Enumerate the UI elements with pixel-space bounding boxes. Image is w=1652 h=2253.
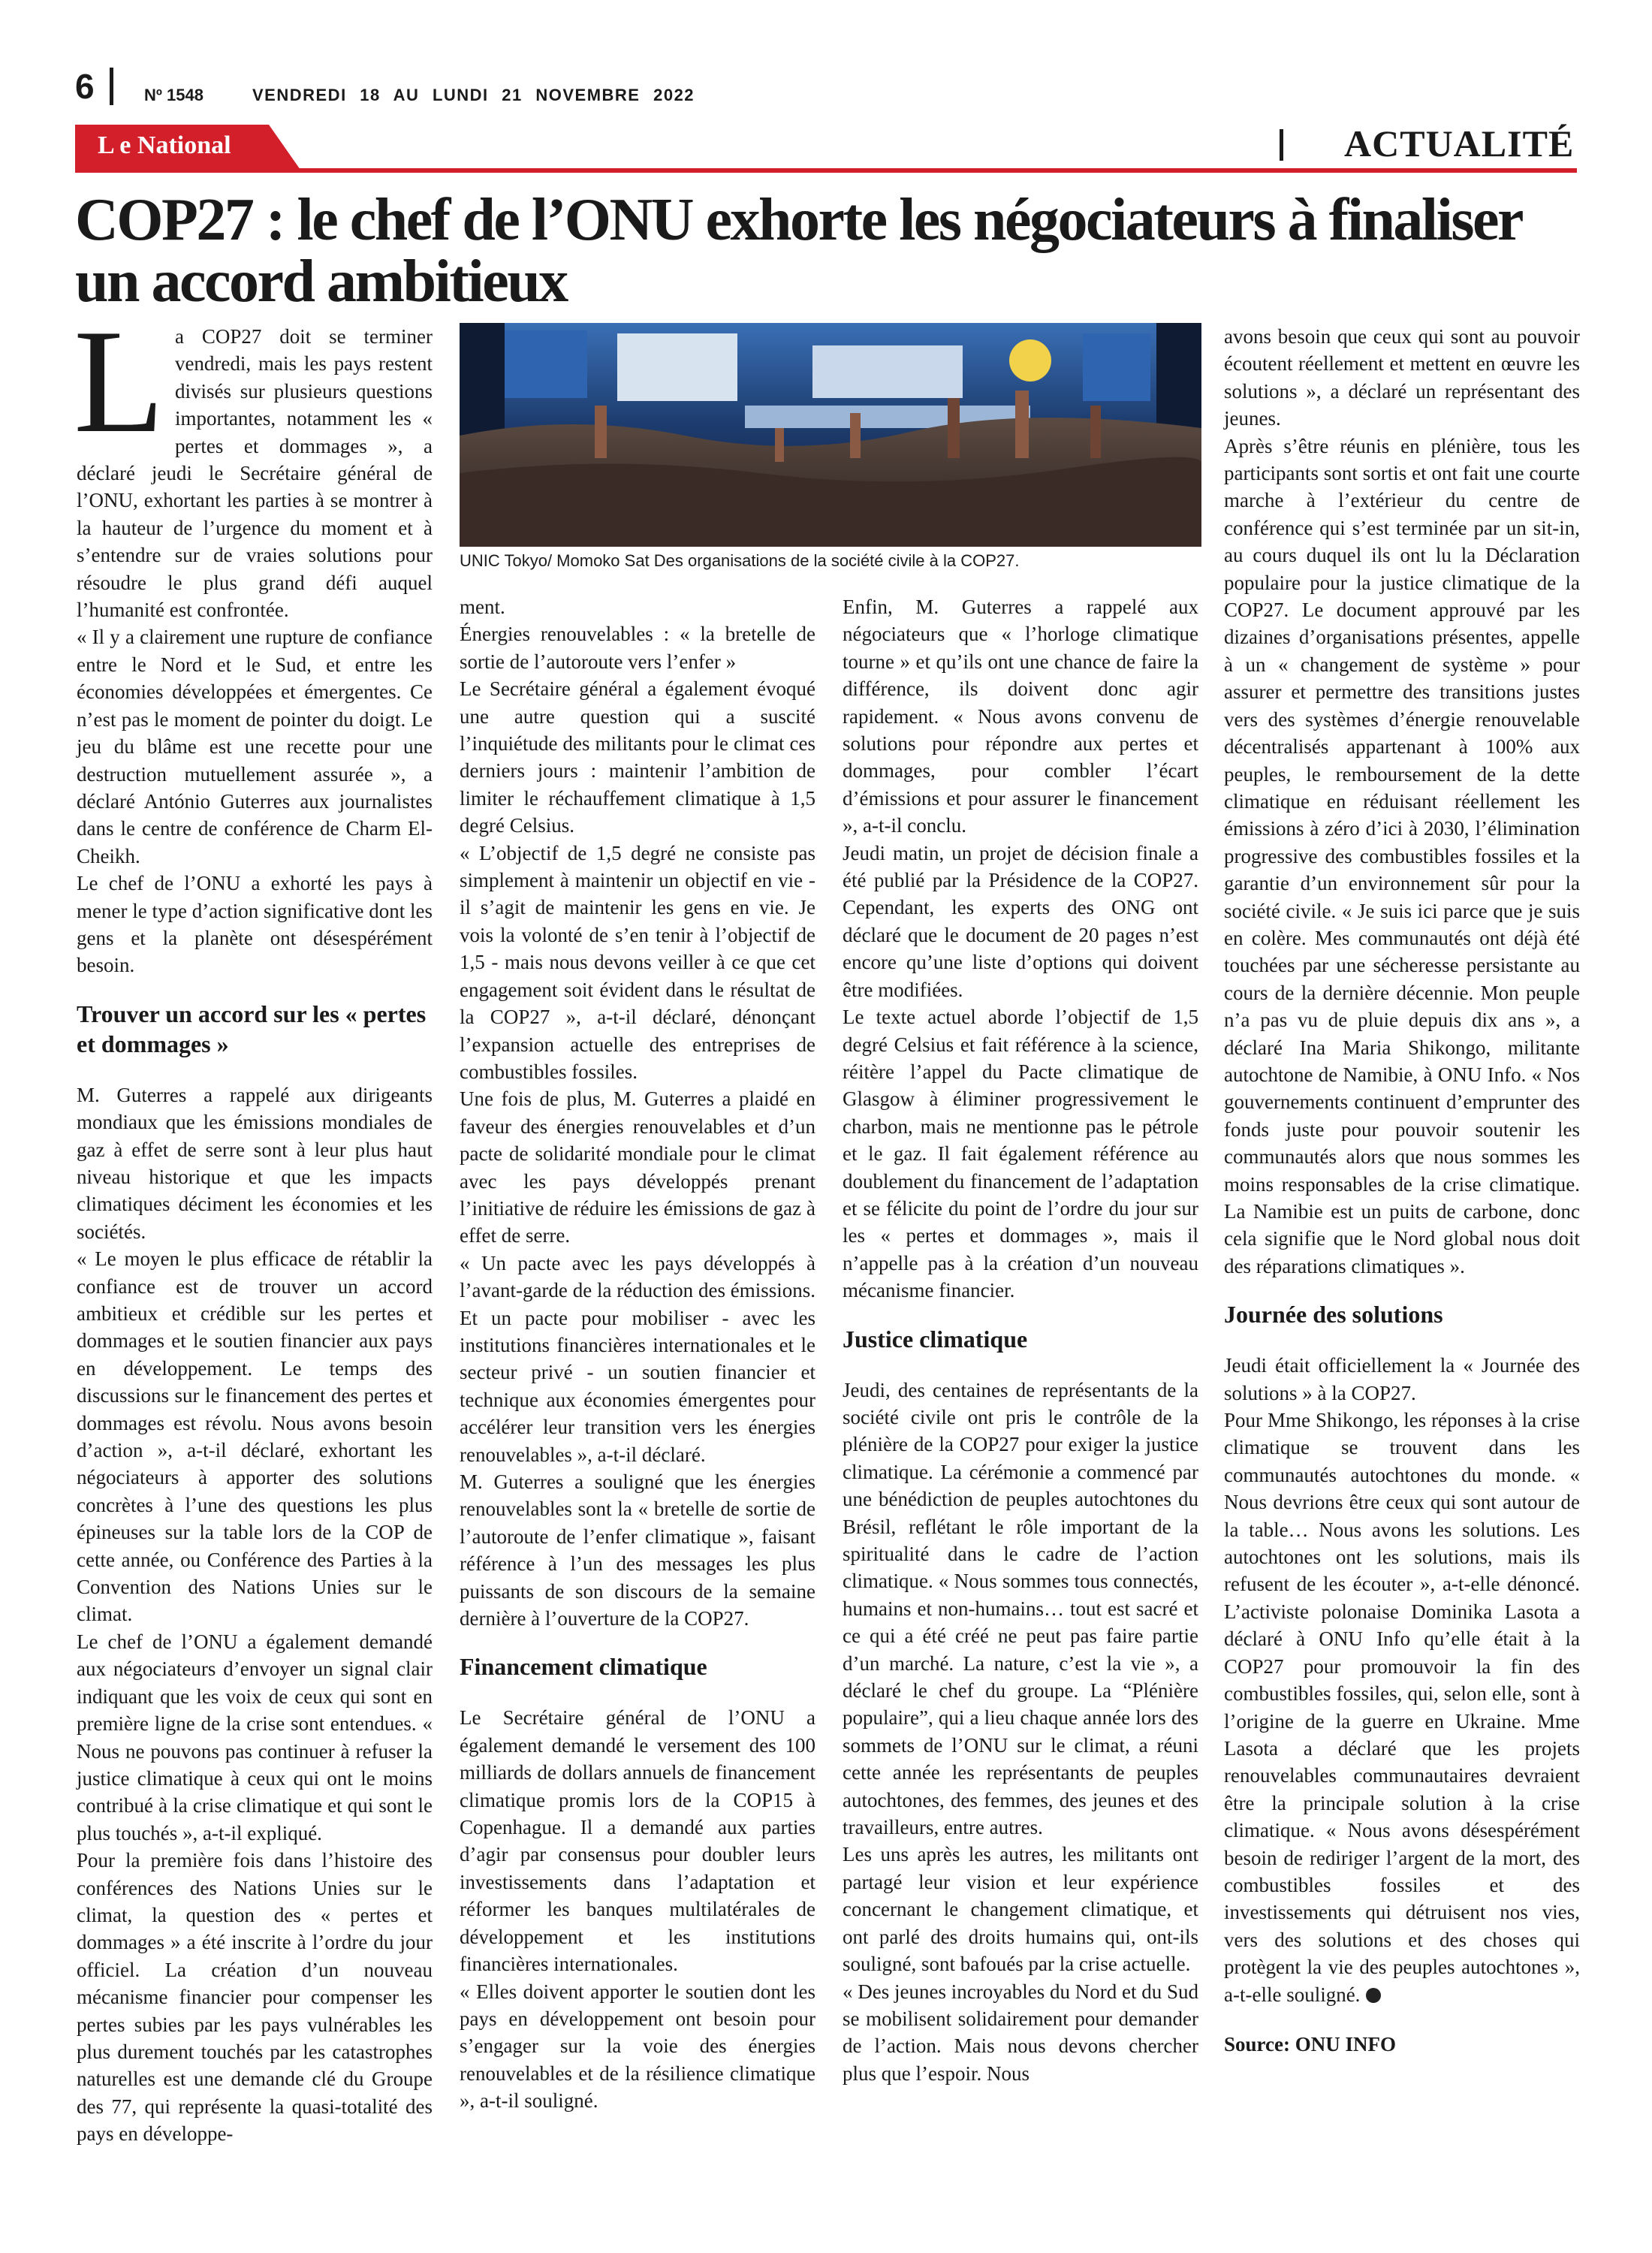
paragraph: Enfin, M. Guterres a rappelé aux négociateurs que « l’horloge climatique tourne » et qu’ils ont une chance de faire la différence, ils doivent donc agir rapidement. « Nous avons convenu de solutions pour répondre aux pertes et dommages, pour combler l’écart d’émissions et pour assurer le financement », a-t-il conclu. [843, 596, 1198, 837]
issue-number: Nº 1548 [144, 86, 203, 104]
article-column-3 [843, 593, 1198, 2087]
paragraph: « L’objectif de 1,5 degré ne consiste pas simplement à maintenir un objectif en vie - il s’agit de maintenir les gens en vie. Je vois la volonté de s’en tenir à l’objectif de 1,5 - mais nous devons veiller à ce que cet engagement soit évident dans le résultat de la COP27 », a-t-il déclaré, dénonçant l’expansion actuelle des entreprises de combustibles fossiles. [460, 841, 815, 1083]
end-of-article-icon [1366, 1988, 1381, 2003]
paragraph: Énergies renouvelables : « la bretelle de sortie de l’autoroute vers l’enfer » [460, 623, 815, 673]
paragraph: Le Secrétaire général a également évoqué une autre question qui a suscité l’inquiétude des militants pour le climat ces derniers jours : maintenir l’ambition de limiter le réchauffement climatique à 1,5 degré Celsius. [460, 677, 815, 837]
paragraph: Le chef de l’ONU a exhorté les pays à mener le type d’action significative dont les gens et la planète ont désespérément besoin. [77, 872, 433, 977]
paragraph: ment. [460, 596, 505, 618]
subheading: Financement climatique [460, 1653, 707, 1681]
paragraph: « Elles doivent apporter le soutien dont les pays en développement ont besoin pour s’engager sur la voie des énergies renouvelables et de la résilience climatique », a-t-il souligné. [460, 1980, 815, 2113]
brand-name: L e National [98, 131, 231, 159]
paragraph: Le chef de l’ONU a également demandé aux négociateurs d’envoyer un signal clair indiquant que les voix de ceux qui sont en première ligne de la crise sont entendues. « Nous ne pouvons pas continuer à refuser la justice climatique à ceux qui ont le moins contribué à la crise climatique et qui sont le plus touchés », a-t-il expliqué. [77, 1630, 433, 1844]
paragraph: « Il y a clairement une rupture de confiance entre le Nord et le Sud, et entre les économies développées et émergentes. Ce n’est pas le moment de pointer du doigt. Le jeu du blâme est une recette pour une destruction mutuellement assurée », a déclaré António Guterres aux journalistes dans le centre de conférence de Charm El-Cheikh. [77, 626, 433, 867]
subheading: Justice climatique [843, 1325, 1028, 1353]
article-photo [460, 323, 1201, 547]
photo-caption: UNIC Tokyo/ Momoko Sat Des organisations de la société civile à la COP27. [460, 551, 1020, 570]
section-divider [1280, 129, 1283, 161]
article-column-4 [1224, 323, 1580, 2058]
issue-date: VENDREDI 18 AU LUNDI 21 NOVEMBRE 2022 [252, 86, 695, 104]
conference-photo-illustration [460, 323, 1201, 547]
subheading: Journée des solutions [1224, 1301, 1443, 1329]
paragraph: Le texte actuel aborde l’objectif de 1,5 degré Celsius et fait référence à la science, réitère l’appel du Pacte climatique de Glasgow à éliminer progressivement le charbon, mais ne mentionne pas le pétrole et le gaz. Il fait également référence au doublement du financement de l’adaptation et se félicite du point de l’ordre du jour sur les « pertes et dommages », mais il n’appelle pas à la création d’un nouveau mécanisme financier. [843, 1006, 1198, 1302]
page-number-divider [110, 68, 113, 105]
paragraph: Jeudi, des centaines de représentants de la société civile ont pris le contrôle de la plénière de la COP27 pour exiger la justice climatique. La cérémonie a commencé par une bénédiction de peuples autochtones du Brésil, reflétant le rôle important de la spiritualité dans le cadre de l’action climatique. « Nous sommes tous connectés, humains et non-humains… tout est sacré et ce qui a été créé ne peut pas faire partie d’un marché. La nature, c’est la vie », a déclaré le chef du groupe. La “Plénière populaire”, qui a lieu chaque année lors des sommets de l’ONU sur le climat, a réuni cette année les représentants de peuples autochtones, des femmes, des jeunes et des travailleurs, entre autres. [843, 1378, 1198, 1839]
paragraph-text: a COP27 doit se terminer vendredi, mais les pays restent divisés sur plusieurs questions importantes, notamment les « pertes et dommages », a déclaré jeudi le Secrétaire général de l’ONU, exhortant les parties à se montrer à la hauteur de l’urgence du moment et à s’entendre sur de vraies solutions pour résoudre le plus grand défi auquel l’humanité est confrontée. [77, 325, 433, 622]
paragraph: « Un pacte avec les pays développés à l’avant-garde de la réduction des émissions. Et un pacte pour mobiliser - avec les institutions financières internationales et le secteur privé - un soutien financier et technique aux économies émergentes pour accélérer leur transition vers les énergies renouvelables », a-t-il déclaré. [460, 1251, 815, 1466]
paragraph: « Le moyen le plus efficace de rétablir la confiance est de trouver un accord ambitieux et crédible sur les pertes et dommages et le soutien financier aux pays en développement. Le temps des discussions sur le financement des pertes et dommages est révolu. Nous avons besoin d’action », a-t-il déclaré, exhortant les négociateurs à apporter des solutions concrètes à l’une des questions les plus épineuses sur la table lors de la COP de cette année, ou Conférence des Parties à la Convention des Nations Unies sur le climat. [77, 1247, 433, 1626]
header-rule [75, 168, 1577, 173]
page-number: 6 [75, 67, 95, 106]
paragraph: « Des jeunes incroyables du Nord et du Sud se mobilisent solidairement pour demander de l’action. Mais nous devons chercher plus que l’espoir. Nous [843, 1980, 1198, 2085]
article-column-1 [74, 299, 433, 2148]
paragraph: Une fois de plus, M. Guterres a plaidé en faveur des énergies renouvelables et d’un pacte de solidarité mondiale pour le climat avec les pays développés prenant l’initiative de réduire les émissions de gaz à effet de serre. [460, 1087, 815, 1247]
paragraph: avons besoin que ceux qui sont au pouvoir écoutent réellement et mettent en œuvre les solutions », a déclaré un représentant des jeunes. [1224, 325, 1580, 430]
section-label: ACTUALITÉ [1344, 122, 1575, 164]
paragraph [1224, 1407, 1580, 2008]
paragraph-text: Pour Mme Shikongo, les réponses à la crise climatique se trouvent dans les communautés autochtones du monde. « Nous devrions être ceux qui sont autour de la table… Nous avons les solutions. Les autochtones ont les solutions, mais ils refusent de les écouter », a-t-elle dénoncé. L’activiste polonaise Dominika Lasota a déclaré à ONU Info qu’elle était à la COP27 pour promouvoir la fin des combustibles fossiles, qui, selon elle, sont à l’origine de la guerre en Ukraine. Mme Lasota a déclaré que les projets renouvelables communautaires devraient être la principale solution à la crise climatique. « Nous avons désespérément besoin de rediriger l’argent de la mort, des combustibles fossiles et des investissements qui détruisent nos vies, vers des solutions et des choses qui protègent la vie des peuples autochtones », a-t-elle souligné. [1224, 1409, 1580, 2006]
article-column-2 [460, 593, 815, 2115]
paragraph [74, 299, 433, 623]
paragraph: Jeudi matin, un projet de décision finale a été publié par la Présidence de la COP27. Cependant, les experts des ONG ont déclaré que le document de 20 pages n’est encore qu’une liste d’options qui doivent être modifiées. [843, 841, 1198, 1001]
paragraph: M. Guterres a rappelé aux dirigeants mondiaux que les émissions mondiales de gaz à effet de serre sont à leur plus haut niveau historique et que les impacts climatiques déciment les économies et les sociétés. [77, 1083, 433, 1243]
article-source: Source: ONU INFO [1224, 2032, 1396, 2055]
dropcap: L [74, 299, 164, 463]
article-title: COP27 : le chef de l’ONU exhorte les négociateurs à finaliser un accord ambitieux [75, 187, 1521, 315]
paragraph: Jeudi était officiellement la « Journée des solutions » à la COP27. [1224, 1354, 1580, 1404]
paragraph: Pour la première fois dans l’histoire des conférences des Nations Unies sur le climat, la question des « pertes et dommages » a été inscrite à l’ordre du jour officiel. La création d’un nouveau mécanisme financier pour compenser les pertes subies par les pays vulnérables les plus durement touchés par les catastrophes naturelles est une demande clé du Groupe des 77, qui représente la quasi-totalité des pays en développe- [77, 1849, 433, 2146]
subheading: Trouver un accord sur les « pertes et dommages » [77, 1000, 427, 1057]
paragraph: Après s’être réunis en plénière, tous les participants sont sortis et ont fait une courte marche à l’extérieur du centre de conférence qui s’est terminée par un sit-in, au cours duquel ils ont lu la Déclaration populaire pour la justice climatique de la COP27. Le document approuvé par les dizaines d’organisations présentes, appelle à un « changement de système » pour assurer et permettre des transitions justes vers des systèmes d’énergie renouvelable décentralisés appartenant à 100% aux peuples, le remboursement de la dette climatique en réduisant réellement les émissions à zéro d’ici à 2030, l’élimination progressive des combustibles fossiles et la garantie d’un environnement sûr pour la société civile. « Je suis ici parce que je suis en colère. Mes communautés ont déjà été touchées par une sécheresse persistante au cours de la dernière décennie. Mon peuple n’a pas vu de pluie depuis dix ans », a déclaré Ina Maria Shikongo, militante autochtone de Namibie, à ONU Info. « Nos gouvernements continuent d’emprunter des fonds juste pour pouvoir soutenir les communautés alors que nous sommes les moins responsables de la crise climatique. La Namibie est un puits de carbone, donc cela signifie que le Nord global nous doit des réparations climatiques ». [1224, 434, 1580, 1277]
paragraph: Les uns après les autres, les militants ont partagé leur vision et leur expérience concernant le changement climatique, et ont parlé des droits humains qui, ont-ils souligné, sont bafoués par la crise actuelle. [843, 1843, 1198, 1976]
paragraph: M. Guterres a souligné que les énergies renouvelables sont la « bretelle de sortie de l’autoroute de l’enfer climatique », faisant référence à l’un des messages les plus puissants de son discours de la semaine dernière à l’ouverture de la COP27. [460, 1470, 815, 1630]
paragraph: Le Secrétaire général de l’ONU a également demandé le versement des 100 milliards de dollars annuels de financement climatique promis lors de la COP15 à Copenhague. Il a demandé aux parties d’agir par consensus pour doubler leurs investissements dans l’adaptation et réformer les banques multilatérales de développement et les institutions financières internationales. [460, 1706, 815, 1976]
